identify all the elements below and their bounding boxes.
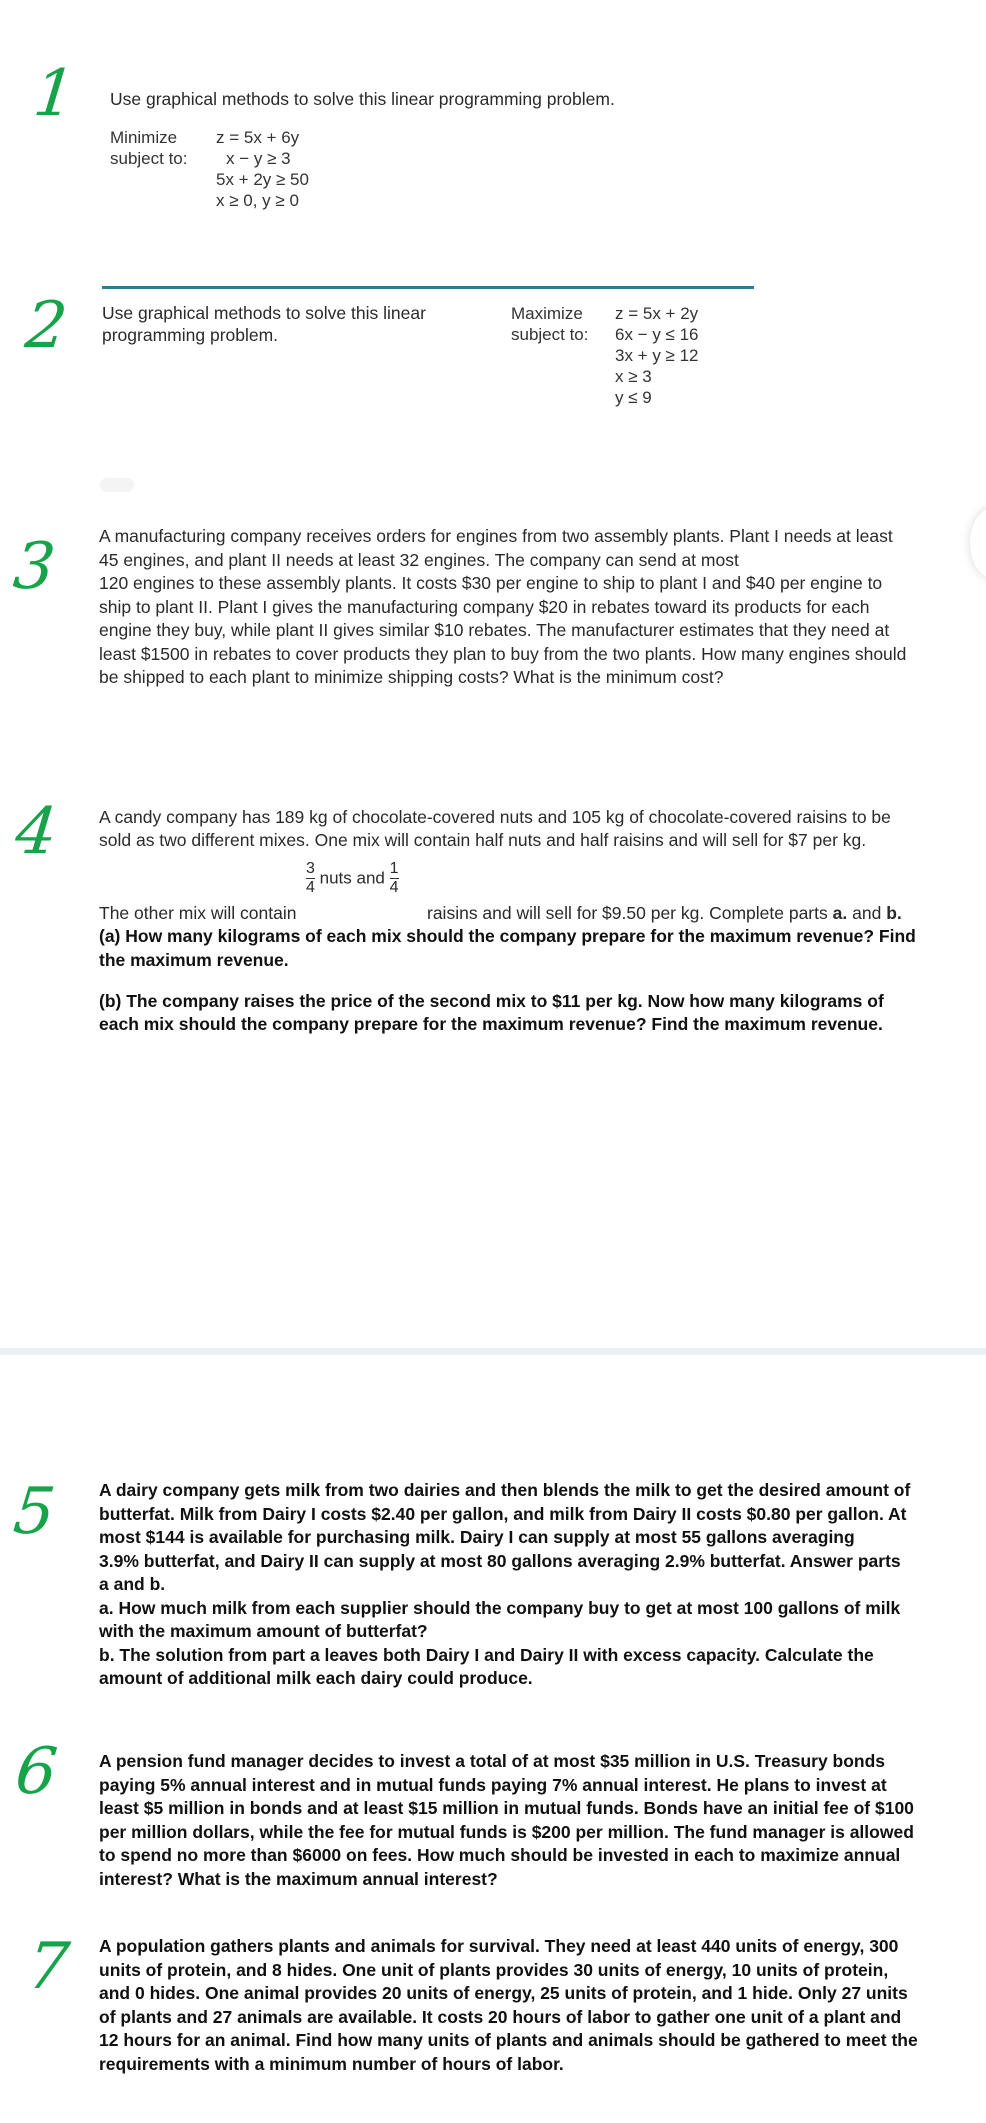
p7-line: requirements with a minimum number of hours of labor. (99, 2053, 564, 2074)
p5-line: a. How much milk from each supplier should the company buy to get at most 100 gallons of milk (99, 1597, 901, 1618)
p4-question-b-line-1: (b) The company raises the price of the second mix to $11 per kg. Now how many kilograms of (99, 991, 884, 1011)
p4-question-a-line-2: the maximum revenue. (99, 950, 289, 970)
p7-line: and 0 hides. One animal provides 20 units of energy, 25 units of protein, and 1 hide. Only 27 units (99, 1983, 908, 2003)
p3-line: engine they buy, while plant II gives similar $10 rebates. The manufacturer estimates that they need at (99, 620, 890, 640)
page-separator (0, 1348, 986, 1355)
problem-number-1: 1 (30, 57, 79, 131)
p4-question-a-line-1: (a) How many kilograms of each mix should the company prepare for the maximum revenue? Find (99, 926, 916, 946)
fraction-denominator: 4 (389, 879, 399, 896)
p3-line: least $1500 in rebates to cover products they plan to buy from the two plants. How many engines should (99, 643, 907, 664)
scroll-handle[interactable] (970, 508, 986, 578)
p5-line: a and b. (99, 1574, 166, 1594)
p3-line: A manufacturing company receives orders for engines from two assembly plants. Plant I needs at least (99, 526, 893, 546)
p6-line: interest? What is the maximum annual interest? (99, 1868, 498, 1889)
p5-line: most $144 is available for purchasing milk. Dairy I can supply at most 55 gallons averaging (99, 1527, 855, 1547)
p4-fraction-row (306, 860, 399, 897)
p2-constraint-4: y ≤ 9 (615, 388, 652, 407)
and-word: and (852, 903, 882, 923)
p5-line: amount of additional milk each dairy could produce. (99, 1668, 533, 1688)
p2-objective: z = 5x + 2y (615, 304, 699, 323)
p3-line: ship to plant II. Plant I gives the manufacturing company $20 in rebates toward its products for each (99, 596, 870, 617)
p1-constraint-3: x ≥ 0, y ≥ 0 (216, 191, 299, 210)
problem-number-6: 6 (12, 1735, 61, 1809)
fraction-denominator: 4 (306, 879, 315, 896)
p2-constraint-1: 6x − y ≤ 16 (615, 325, 699, 344)
p6-line: to spend no more than $6000 on fees. How much should be invested in each to maximize annual (99, 1845, 901, 1865)
problem-number-2: 2 (22, 289, 71, 363)
p5-line: with the maximum amount of butterfat? (99, 1621, 428, 1641)
problem-3 (99, 525, 959, 690)
nuts-and-text: nuts and (319, 868, 385, 888)
fraction-numerator: 1 (389, 860, 399, 877)
divider-line (102, 286, 754, 289)
problem-6 (99, 1750, 969, 1891)
p5-line: butterfat. Milk from Dairy I costs $2.40 per gallon, and milk from Dairy II costs $0.80 per gallon. At (99, 1503, 907, 1524)
p2-objective-label: Maximize (511, 304, 583, 323)
problem-number-7: 7 (24, 1930, 73, 2004)
p4-line-2: sold as two different mixes. One mix will contain half nuts and half raisins and will sell for $7 per kg. (99, 830, 867, 850)
p2-intro-line-2: programming problem. (102, 325, 279, 345)
p4-line-3-start: The other mix will contain (99, 903, 297, 923)
problem-number-3: 3 (10, 530, 59, 604)
p4-line-3-text: raisins and will sell for $9.50 per kg. Complete parts (427, 903, 828, 923)
p3-line: 120 engines to these assembly plants. It costs $30 per engine to ship to plant I and $40 per engine to (99, 573, 883, 593)
p5-line: A dairy company gets milk from two dairies and then blends the milk to get the desired amount of (99, 1480, 911, 1500)
part-a-letter: a. (832, 903, 848, 923)
p3-line: be shipped to each plant to minimize shipping costs? What is the minimum cost? (99, 667, 724, 687)
p4-question-b-line-2: each mix should the company prepare for the maximum revenue? Find the maximum revenue. (99, 1014, 883, 1034)
fraction-one-quarter (390, 860, 399, 897)
p7-line: of plants and 27 animals are available. It costs 20 hours of labor to gather one unit of a plant and (99, 2006, 902, 2027)
fraction-three-quarters (306, 860, 315, 897)
p6-line: paying 5% annual interest and in mutual funds paying 7% annual interest. He plans to invest at (99, 1774, 887, 1795)
problem-number-4: 4 (12, 795, 61, 869)
problem-7 (99, 1935, 969, 2076)
fraction-numerator: 3 (306, 860, 315, 877)
p1-constraint-2: 5x + 2y ≥ 50 (216, 170, 309, 189)
p1-objective: z = 5x + 6y (216, 128, 300, 147)
p7-line: A population gathers plants and animals for survival. They need at least 440 units of energy, 300 (99, 1936, 899, 1956)
p7-line: 12 hours for an animal. Find how many units of plants and animals should be gathered to meet the (99, 2030, 918, 2050)
part-b-letter: b. (886, 903, 902, 923)
p1-constraint-label: subject to: (110, 149, 188, 168)
faint-mark (100, 478, 134, 492)
p1-constraint-1: x − y ≥ 3 (226, 149, 291, 168)
p3-line: 45 engines, and plant II needs at least 32 engines. The company can send at most (99, 549, 739, 570)
p6-line: least $5 million in bonds and at least $15 million in mutual funds. Bonds have an initial fee of $100 (99, 1798, 914, 1818)
p7-line: units of protein, and 8 hides. One unit of plants provides 30 units of energy, 10 units of protein, (99, 1959, 889, 1980)
p5-line: b. The solution from part a leaves both Dairy I and Dairy II with excess capacity. Calculate the (99, 1644, 874, 1665)
p2-intro-line-1: Use graphical methods to solve this linear (102, 303, 426, 323)
p2-constraint-label: subject to: (511, 325, 589, 344)
p2-constraint-3: x ≥ 3 (615, 367, 652, 386)
p4-line-1: A candy company has 189 kg of chocolate-covered nuts and 105 kg of chocolate-covered raisins to be (99, 807, 891, 827)
p4-line-3-end (427, 902, 902, 926)
p6-line: per million dollars, while the fee for mutual funds is $200 per million. The fund manager is allowed (99, 1821, 914, 1842)
p6-line: A pension fund manager decides to invest a total of at most $35 million in U.S. Treasury bonds (99, 1751, 886, 1771)
p1-objective-label: Minimize (110, 128, 178, 147)
p2-constraint-2: 3x + y ≥ 12 (615, 346, 699, 365)
p1-intro: Use graphical methods to solve this linear programming problem. (110, 89, 615, 109)
p5-line: 3.9% butterfat, and Dairy II can supply at most 80 gallons averaging 2.9% butterfat. Answer parts (99, 1550, 901, 1571)
problem-number-5: 5 (10, 1475, 59, 1549)
problem-5 (99, 1479, 969, 1691)
